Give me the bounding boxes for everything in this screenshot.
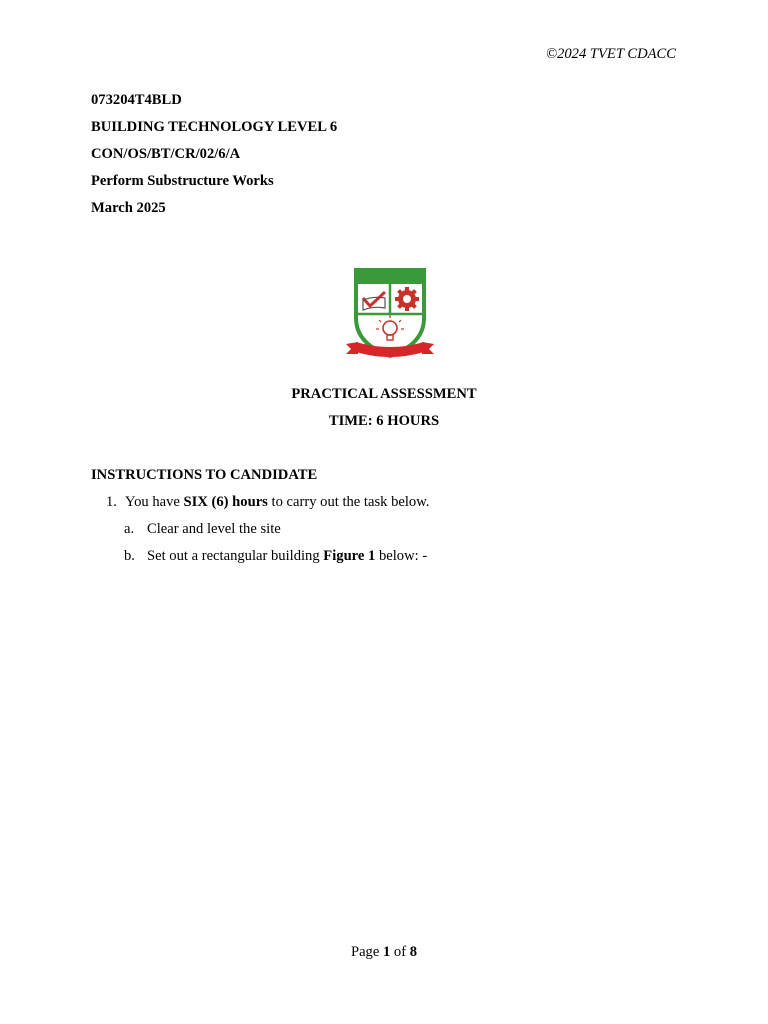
- page-current: 1: [382, 944, 391, 960]
- instruction-item-a: [124, 520, 281, 538]
- paper-code: 073204T4BLD: [91, 92, 182, 108]
- unit-code: CON/OS/BT/CR/02/6/A: [91, 146, 241, 162]
- assessment-title: PRACTICAL ASSESSMENT: [291, 386, 477, 402]
- exam-date: March 2025: [91, 200, 166, 216]
- figure-reference: Figure 1: [323, 548, 376, 564]
- list-marker: 1.: [106, 494, 117, 510]
- unit-title: Perform Substructure Works: [91, 173, 274, 189]
- page-footer: [0, 943, 768, 961]
- page-word: Page: [350, 944, 383, 960]
- page-of-word: of: [390, 944, 410, 960]
- document-header: [91, 91, 337, 226]
- copyright-notice: ©2024 TVET CDACC: [545, 46, 676, 62]
- instruction-emphasis: SIX (6) hours: [183, 494, 268, 510]
- assessment-time: TIME: 6 HOURS: [328, 413, 440, 429]
- instruction-text: Clear and level the site: [147, 521, 281, 537]
- instruction-text: below: -: [375, 548, 428, 564]
- instruction-item-b: [124, 547, 427, 565]
- list-marker: b.: [124, 548, 135, 564]
- instruction-item-1: [106, 493, 429, 511]
- gear-icon: [395, 287, 419, 311]
- instruction-text: You have: [125, 494, 184, 510]
- page-total: 8: [409, 944, 418, 960]
- instruction-text: Set out a rectangular building: [147, 548, 324, 564]
- course-title: BUILDING TECHNOLOGY LEVEL 6: [91, 119, 338, 135]
- instruction-text: to carry out the task below.: [267, 494, 430, 510]
- instructions-heading: INSTRUCTIONS TO CANDIDATE: [91, 467, 318, 483]
- college-crest-logo: [344, 268, 436, 364]
- list-marker: a.: [124, 521, 135, 537]
